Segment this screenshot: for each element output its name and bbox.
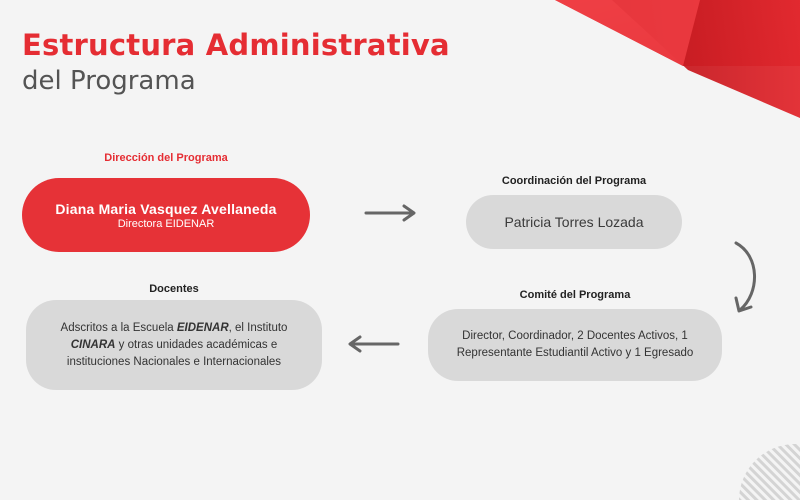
docentes-text-4: instituciones Nacionales e Internacionales	[66, 355, 282, 368]
arrow-coordinacion-to-comite	[726, 238, 766, 318]
dark-red-triangle-shape	[612, 0, 800, 118]
director-role: Directora EIDENAR	[117, 217, 215, 230]
docentes-node	[26, 300, 322, 390]
comite-node	[428, 309, 722, 381]
docentes-text-2: , el Instituto	[228, 321, 288, 334]
light-red-triangle-shape	[555, 0, 700, 66]
page-subtitle: del Programa	[22, 66, 196, 96]
director-name: Diana Maria Vasquez Avellaneda	[55, 200, 277, 217]
docentes-description	[47, 320, 302, 371]
arrow-comite-to-docentes	[342, 331, 404, 357]
comite-line-2: Representante Estudiantil Activo y 1 Egresado	[456, 347, 694, 359]
docentes-heading: Docentes	[149, 283, 199, 295]
arrow-direccion-to-coordinacion	[360, 200, 422, 226]
coordinadora-name: Patricia Torres Lozada	[504, 214, 644, 230]
comite-line-1: Director, Coordinador, 2 Docentes Activos, 1	[462, 330, 688, 342]
cinara-emphasis: CINARA	[70, 338, 116, 351]
coordinacion-heading: Coordinación del Programa	[501, 175, 647, 187]
comite-description	[443, 328, 708, 362]
comite-heading: Comité del Programa	[519, 289, 631, 301]
direccion-node	[22, 178, 310, 252]
docentes-text-3: y otras unidades académicas e	[115, 338, 278, 351]
red-triangle-shape	[555, 0, 800, 66]
docentes-text-1: Adscritos a la Escuela	[60, 321, 177, 334]
page-title: Estructura Administrativa	[22, 28, 450, 62]
striped-circle-decoration	[739, 444, 800, 500]
coordinacion-node	[466, 195, 682, 249]
direccion-heading: Dirección del Programa	[104, 152, 228, 164]
eidenar-emphasis: EIDENAR	[176, 321, 229, 334]
